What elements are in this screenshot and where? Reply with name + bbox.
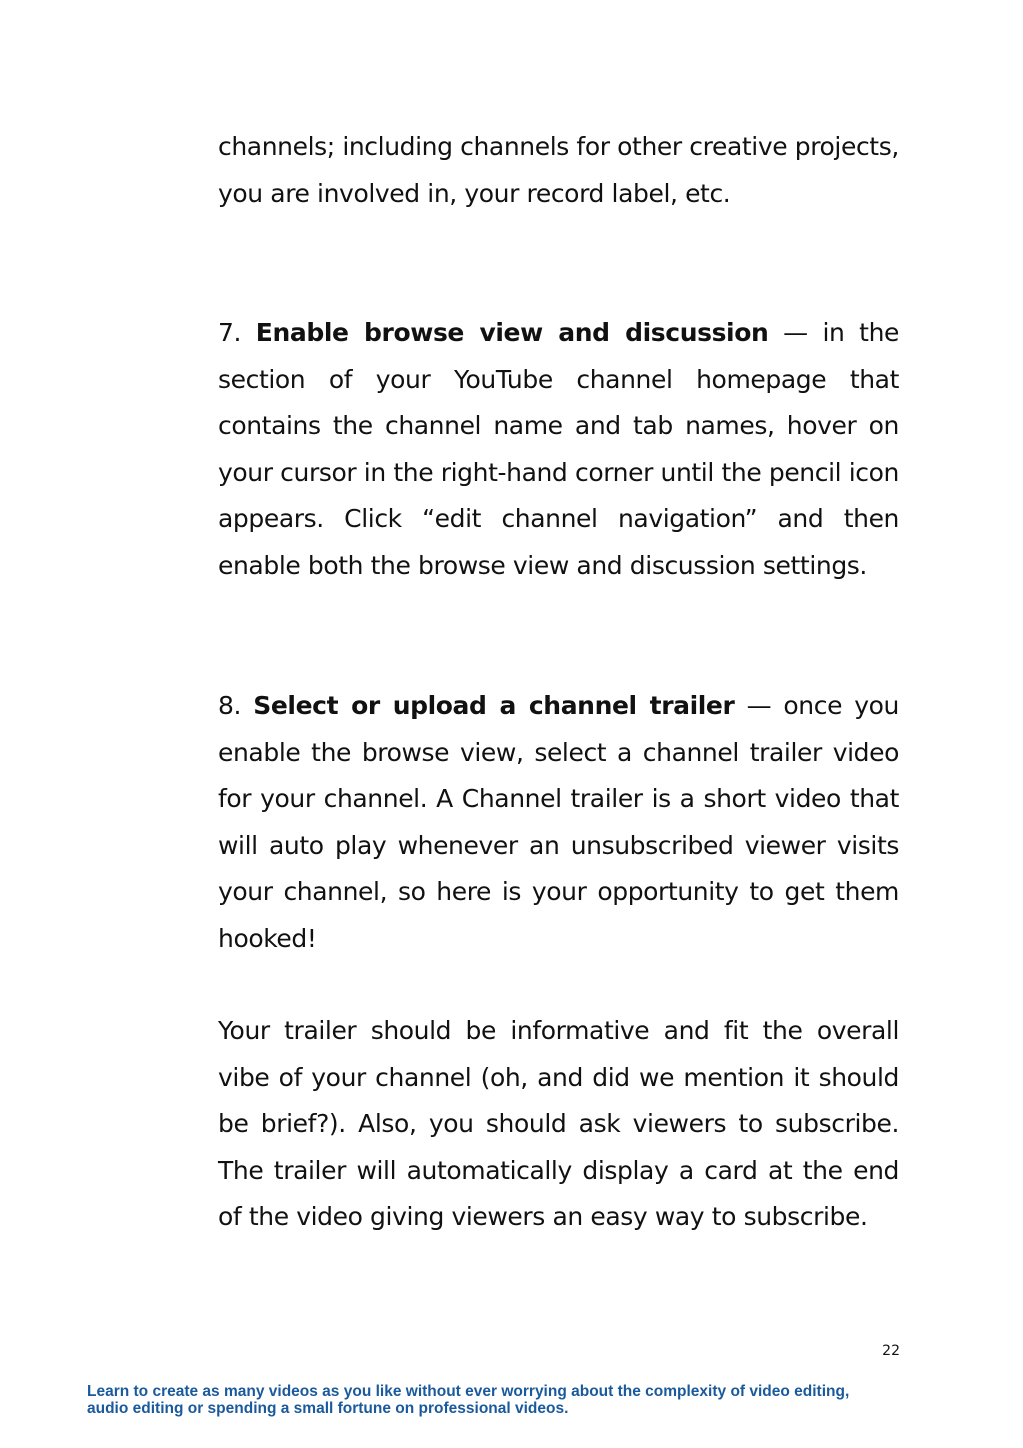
list-item-8-text (218, 683, 899, 962)
list-item-8 (218, 683, 899, 962)
paragraph-continued-text: channels; including channels for other creative projects, you are involved in, your record label, etc. (218, 132, 899, 208)
paragraph-trailer (218, 1008, 899, 1241)
footer-line-1: Learn to create as many videos as you like without ever worrying about the complexity of video editing, (87, 1383, 850, 1400)
list-item-8-number: 8. (218, 691, 242, 720)
paragraph-continued (218, 124, 899, 217)
list-item-8-heading: Select or upload a channel trailer (253, 691, 735, 720)
list-item-7 (218, 310, 899, 589)
list-item-7-number: 7. (218, 318, 242, 347)
page-number: 22 (882, 1343, 900, 1359)
list-item-7-text (218, 310, 899, 589)
list-item-8-body: — once you enable the browse view, select a channel trailer video for your channel. A Channel trailer is a short video that will auto play whenever an unsubscribed viewer visits your channel, so here is your opportunity to get them hooked! (218, 691, 899, 953)
footer-line-2: audio editing or spending a small fortune on professional videos. (87, 1400, 569, 1417)
footer-promo (87, 1383, 987, 1417)
list-item-7-heading: Enable browse view and discussion (255, 318, 769, 347)
paragraph-trailer-text: Your trailer should be informative and fit the overall vibe of your channel (oh, and did we mention it should be brief?). Also, you should ask viewers to subscribe. The trailer will automatically display a card at the end of the video giving viewers an easy way to subscribe. (218, 1016, 899, 1231)
list-item-7-body: — in the section of your YouTube channel homepage that contains the channel name and tab names, hover on your cursor in the right-hand corner until the pencil icon appears. Click “edit channel navigation” and then enable both the browse view and discussion settings. (218, 318, 900, 580)
